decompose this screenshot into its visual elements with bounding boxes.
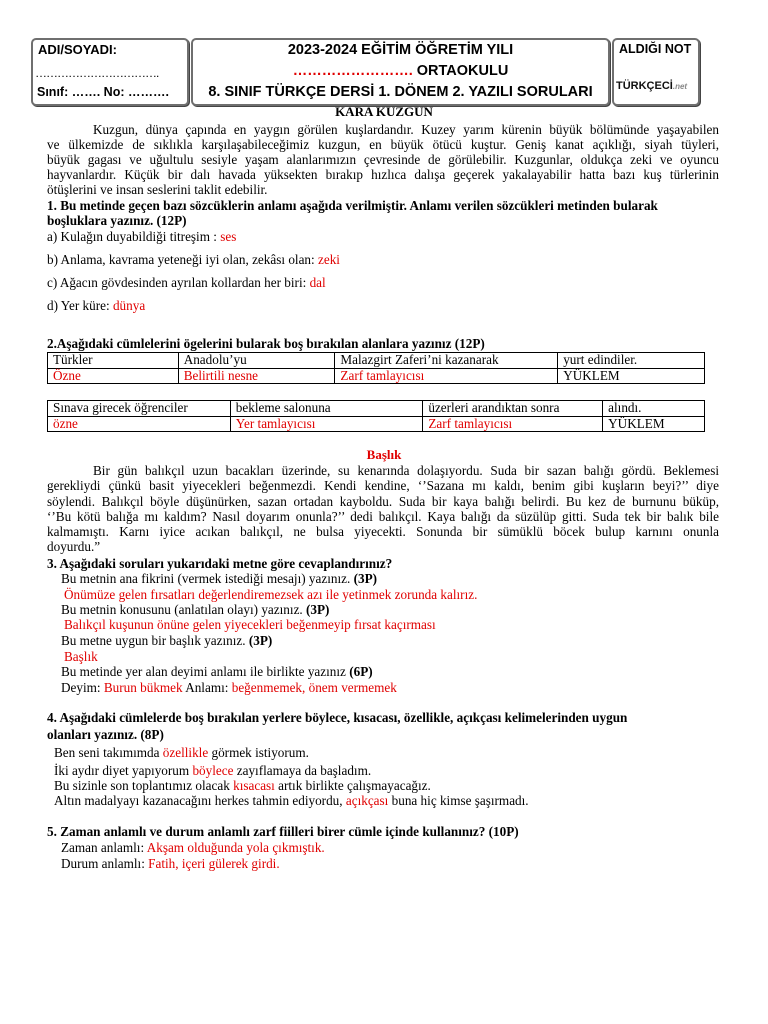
q1-item-d: d) Yer küre: dünya <box>47 298 146 313</box>
grade-label: ALDIĞI NOT <box>619 42 692 56</box>
table-answer-cell: Zarf tamlayıcısı <box>423 416 603 432</box>
q4-item-4: Altın madalyayı kazanacağını herkes tahmin ediyordu, açıkçası buna hiç kimse şaşırmadı. <box>54 793 529 808</box>
passage1-line-1: Kuzgun, dünya çapında en yaygın görülen kuşlardandır. Kuzey yarım kürenin büyük bölümünde yaşayabilen <box>93 122 719 137</box>
passage1-title: KARA KUZGUN <box>335 104 433 119</box>
table-row <box>48 368 705 384</box>
table-row <box>48 353 705 369</box>
q3-answer-2: Balıkçıl kuşunun önüne gelen yiyecekleri beğenmeyip fırsat kaçırması <box>64 617 436 632</box>
q3-question-2: Bu metnin konusunu (anlatılan olayı) yazınız. (3P) <box>61 602 330 617</box>
q2-table-1 <box>47 352 705 384</box>
passage1-line-2: ve ülkemizde de sıklıkla karşılaşabileceğimiz kuzgun, en büyük ötücü kuştur. Geniş kanat açıklığı, siyah tüyleri, <box>47 137 719 152</box>
idiom-text: Burun bükmek <box>103 680 183 695</box>
q1-answer-c: dal <box>309 275 326 290</box>
passage1-line-3: büyük gagası ve uğultulu sesiyle yaşam alanlarımızın çevresinde de görülebilir. Kuzgunlar, oldukça zeki ve oyuncu <box>47 152 719 167</box>
table-cell: yurt edindiler. <box>558 353 705 369</box>
q1-answer-a: ses <box>220 229 237 244</box>
passage2-line-1: Bir gün balıkçıl uzun bacakları üzerinde, su kenarında dolaşıyordu. Suda bir sazan balığı gördü. Beklemesi <box>93 463 719 478</box>
passage2-line-6: doyurdu.” <box>47 539 101 554</box>
q3-question-4: Bu metinde yer alan deyimi anlamı ile birlikte yazınız (6P) <box>61 664 373 679</box>
q1-item-a: a) Kulağın duyabildiği titreşim : ses <box>47 229 237 244</box>
table-answer-cell: YÜKLEM <box>603 416 705 432</box>
table-cell: Türkler <box>48 353 179 369</box>
passage1-line-4: hayvanlardır. Küçük bir dalı havada yüksekten bırakıp hızlıca dalışa geçerek yakalayabilir hatta bazı kuş türlerinin <box>47 167 719 182</box>
q3-title: 3. Aşağıdaki soruları yukarıdaki metne göre cevaplandırınız? <box>47 556 393 571</box>
passage2-line-5: kalmamıştı. Karnı iyice acıkan balıkçıl, ne bulsa yiyecekti. Sonunda bir sümüklü böcek bulup karnını onunla <box>47 524 719 539</box>
q1-answer-b: zeki <box>317 252 340 267</box>
q5-time-answer: Zaman anlamlı: Akşam olduğunda yola çıkmıştık. <box>61 840 325 855</box>
table-row <box>48 416 705 432</box>
q1-item-b: b) Anlama, kavrama yeteneği iyi olan, zekâsı olan: zeki <box>47 252 340 267</box>
q1-title-line-2: boşluklara yazınız. (12P) <box>47 213 187 228</box>
q3-question-3: Bu metne uygun bir başlık yazınız. (3P) <box>61 633 273 648</box>
school-suffix: ORTAOKULU <box>412 63 509 79</box>
name-dots: ……………………………. <box>35 66 159 80</box>
passage2-title: Başlık <box>366 447 402 462</box>
q4-item-2: İki aydır diyet yapıyorum böylece zayıflamaya da başladım. <box>54 763 372 778</box>
q1-answer-d: dünya <box>112 298 146 313</box>
passage2-line-2: gerekliydi çünkü basit yiyecekleri beğenmezdi. Kendi kendine, ‘’Sazana mı kaldı, benim gibi kuşların beyi?’’ diye <box>47 478 719 493</box>
table-cell: bekleme salonuna <box>230 401 423 417</box>
student-info-box <box>31 38 189 106</box>
class-number-line: Sınıf: ……. No: ………. <box>37 85 169 99</box>
q4-item-1: Ben seni takımımda özellikle görmek istiyorum. <box>54 745 309 760</box>
passage2-line-3: söylendi. Balıkçıl böyle düşünürken, sazan ortadan kayboldu. Suda bir kaya balığı belirdi. Bu kez de burnunu büküp, <box>47 494 719 509</box>
passage1-line-5: ötüşlerini ve insan seslerini taklit edebilir. <box>47 182 268 197</box>
q4-title-line-1: 4. Aşağıdaki cümlelerde boş bırakılan yerlere böylece, kısacası, özellikle, açıkçası kelimelerinden uygun <box>47 710 628 725</box>
table-answer-cell: Zarf tamlayıcısı <box>335 368 558 384</box>
q1-item-c: c) Ağacın gövdesinden ayrılan kollardan her biri: dal <box>47 275 326 290</box>
idiom-meaning: beğenmemek, önem vermemek <box>231 680 397 695</box>
exam-title-box <box>191 38 610 106</box>
logo-suffix: .net <box>672 82 688 91</box>
q4-item-3: Bu sizinle son toplantımız olacak kısacası artık birlikte çalışmayacağız. <box>54 778 431 793</box>
q2-title: 2.Aşağıdaki cümlelerini ögelerini bularak boş bırakılan alanlara yazınız (12P) <box>47 336 485 351</box>
table-row <box>48 401 705 417</box>
q4-title-line-2: olanları yazınız. (8P) <box>47 727 164 742</box>
table-cell: alındı. <box>603 401 705 417</box>
table-answer-cell: özne <box>48 416 231 432</box>
table-cell: Sınava girecek öğrenciler <box>48 401 231 417</box>
school-name-blank: ……………………. <box>292 63 413 79</box>
logo-text: TÜRKÇECİ <box>616 80 673 92</box>
table-cell: üzerleri arandıktan sonra <box>423 401 603 417</box>
exam-title: 8. SINIF TÜRKÇE DERSİ 1. DÖNEM 2. YAZILI SORULARI <box>208 84 593 100</box>
q3-idiom-answer: Deyim: Burun bükmek Anlamı: beğenmemek, önem vermemek <box>61 680 397 695</box>
q5-state-answer: Durum anlamlı: Fatih, içeri gülerek girdi. <box>61 856 280 871</box>
table-answer-cell: Yer tamlayıcısı <box>230 416 423 432</box>
grade-box <box>612 38 700 106</box>
q3-question-1: Bu metnin ana fikrini (vermek istediği mesajı) yazınız. (3P) <box>61 571 378 586</box>
table-answer-cell: YÜKLEM <box>558 368 705 384</box>
q5-title: 5. Zaman anlamlı ve durum anlamlı zarf fiilleri birer cümle içinde kullanınız? (10P) <box>47 824 519 839</box>
q1-title-line-1: 1. Bu metinde geçen bazı sözcüklerin anlamı aşağıda verilmiştir. Anlamı verilen sözcükleri metinden bularak <box>47 198 658 213</box>
school-year-title: 2023-2024 EĞİTİM ÖĞRETİM YILI <box>287 42 514 58</box>
q3-answer-1: Önümüze gelen fırsatları değerlendiremezsek azı ile yetinmek zorunda kalırız. <box>64 587 478 602</box>
table-cell: Anadolu’yu <box>178 353 335 369</box>
logo <box>616 80 687 92</box>
school-name-line <box>193 63 608 79</box>
q2-table-2 <box>47 400 705 432</box>
name-label: ADI/SOYADI: <box>38 42 117 57</box>
q3-answer-3: Başlık <box>64 649 98 664</box>
table-cell: Malazgirt Zaferi’ni kazanarak <box>335 353 558 369</box>
table-answer-cell: Belirtili nesne <box>178 368 335 384</box>
table-answer-cell: Özne <box>48 368 179 384</box>
passage2-line-4: ‘’Bu kötü balığa mı kaldım? Nasıl doyarım onunla?’’ dedi balıkçıl. Kaya balığı da süzülüp gitti. Suda tek bir balık bile <box>47 509 719 524</box>
